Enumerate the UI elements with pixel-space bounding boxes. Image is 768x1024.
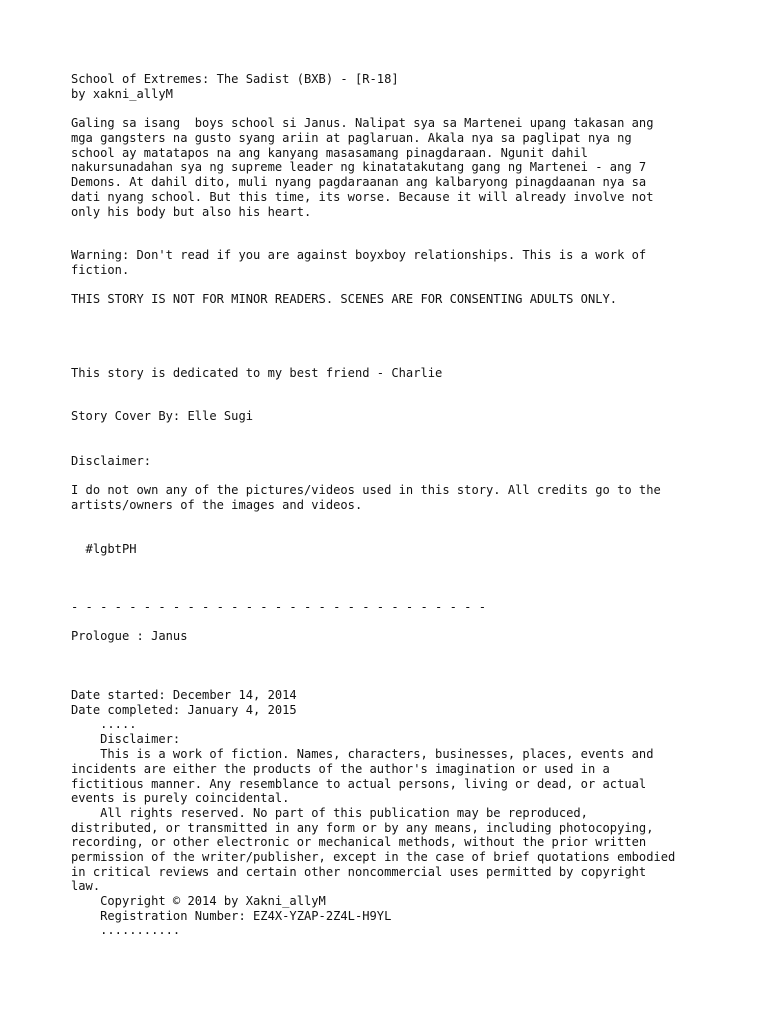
fiction-line: This is a work of fiction. Names, characters, businesses, places, events and bbox=[71, 747, 654, 761]
disclaimer-heading: Disclaimer: bbox=[71, 454, 152, 468]
synopsis-line: Galing sa isang boys school si Janus. Nalipat sya sa Martenei upang takasan ang bbox=[71, 116, 654, 130]
registration-number: Registration Number: EZ4X-YZAP-2Z4L-H9YL bbox=[71, 909, 392, 923]
separator-line: - - - - - - - - - - - - - - - - - - - - - - - - - - - - - bbox=[71, 600, 487, 614]
rights-line: recording, or other electronic or mechanical methods, without the prior written bbox=[71, 835, 647, 849]
rights-line: distributed, or transmitted in any form or by any means, including photocopying, bbox=[71, 821, 654, 835]
rights-line: in critical reviews and certain other noncommercial uses permitted by copyright bbox=[71, 865, 647, 879]
cover-credit: Story Cover By: Elle Sugi bbox=[71, 409, 254, 423]
copyright-line: Copyright © 2014 by Xakni_allyM bbox=[71, 894, 326, 908]
hashtag: #lgbtPH bbox=[71, 542, 137, 556]
date-completed: Date completed: January 4, 2015 bbox=[71, 703, 297, 717]
fiction-line: events is purely coincidental. bbox=[71, 791, 290, 805]
legal-disclaimer-heading: Disclaimer: bbox=[71, 732, 181, 746]
date-started: Date started: December 14, 2014 bbox=[71, 688, 297, 702]
fiction-line: incidents are either the products of the author's imagination or used in a bbox=[71, 762, 610, 776]
dedication: This story is dedicated to my best friend - Charlie bbox=[71, 366, 443, 380]
minor-readers-notice: THIS STORY IS NOT FOR MINOR READERS. SCENES ARE FOR CONSENTING ADULTS ONLY. bbox=[71, 292, 618, 306]
rights-line: All rights reserved. No part of this publication may be reproduced, bbox=[71, 806, 588, 820]
author-byline: by xakni_allyM bbox=[71, 87, 173, 101]
fiction-line: fictitious manner. Any resemblance to actual persons, living or dead, or actual bbox=[71, 777, 647, 791]
synopsis-line: dati nyang school. But this time, its worse. Because it will already involve not bbox=[71, 190, 654, 204]
synopsis-line: school ay matatapos na ang kanyang masasamang pinagdaraan. Ngunit dahil bbox=[71, 146, 588, 160]
dots-short: ..... bbox=[71, 717, 137, 731]
warning-line: fiction. bbox=[71, 263, 130, 277]
synopsis-line: nakursunadahan sya ng supreme leader ng kinatatakutang gang ng Martenei - ang 7 bbox=[71, 160, 647, 174]
prologue-heading: Prologue : Janus bbox=[71, 629, 188, 643]
rights-line: law. bbox=[71, 879, 101, 893]
synopsis-line: only his body but also his heart. bbox=[71, 205, 312, 219]
story-title: School of Extremes: The Sadist (BXB) - [R-18] bbox=[71, 72, 399, 86]
rights-line: permission of the writer/publisher, except in the case of brief quotations embodied bbox=[71, 850, 676, 864]
disclaimer-line: artists/owners of the images and videos. bbox=[71, 498, 363, 512]
dots-long: ........... bbox=[71, 923, 181, 937]
warning-line: Warning: Don't read if you are against boyxboy relationships. This is a work of bbox=[71, 248, 647, 262]
disclaimer-line: I do not own any of the pictures/videos used in this story. All credits go to the bbox=[71, 483, 661, 497]
synopsis-line: Demons. At dahil dito, muli nyang pagdaraanan ang kalbaryong pinagdaanan nya sa bbox=[71, 175, 647, 189]
synopsis-line: mga gangsters na gusto syang ariin at paglaruan. Akala nya sa paglipat nya ng bbox=[71, 131, 632, 145]
